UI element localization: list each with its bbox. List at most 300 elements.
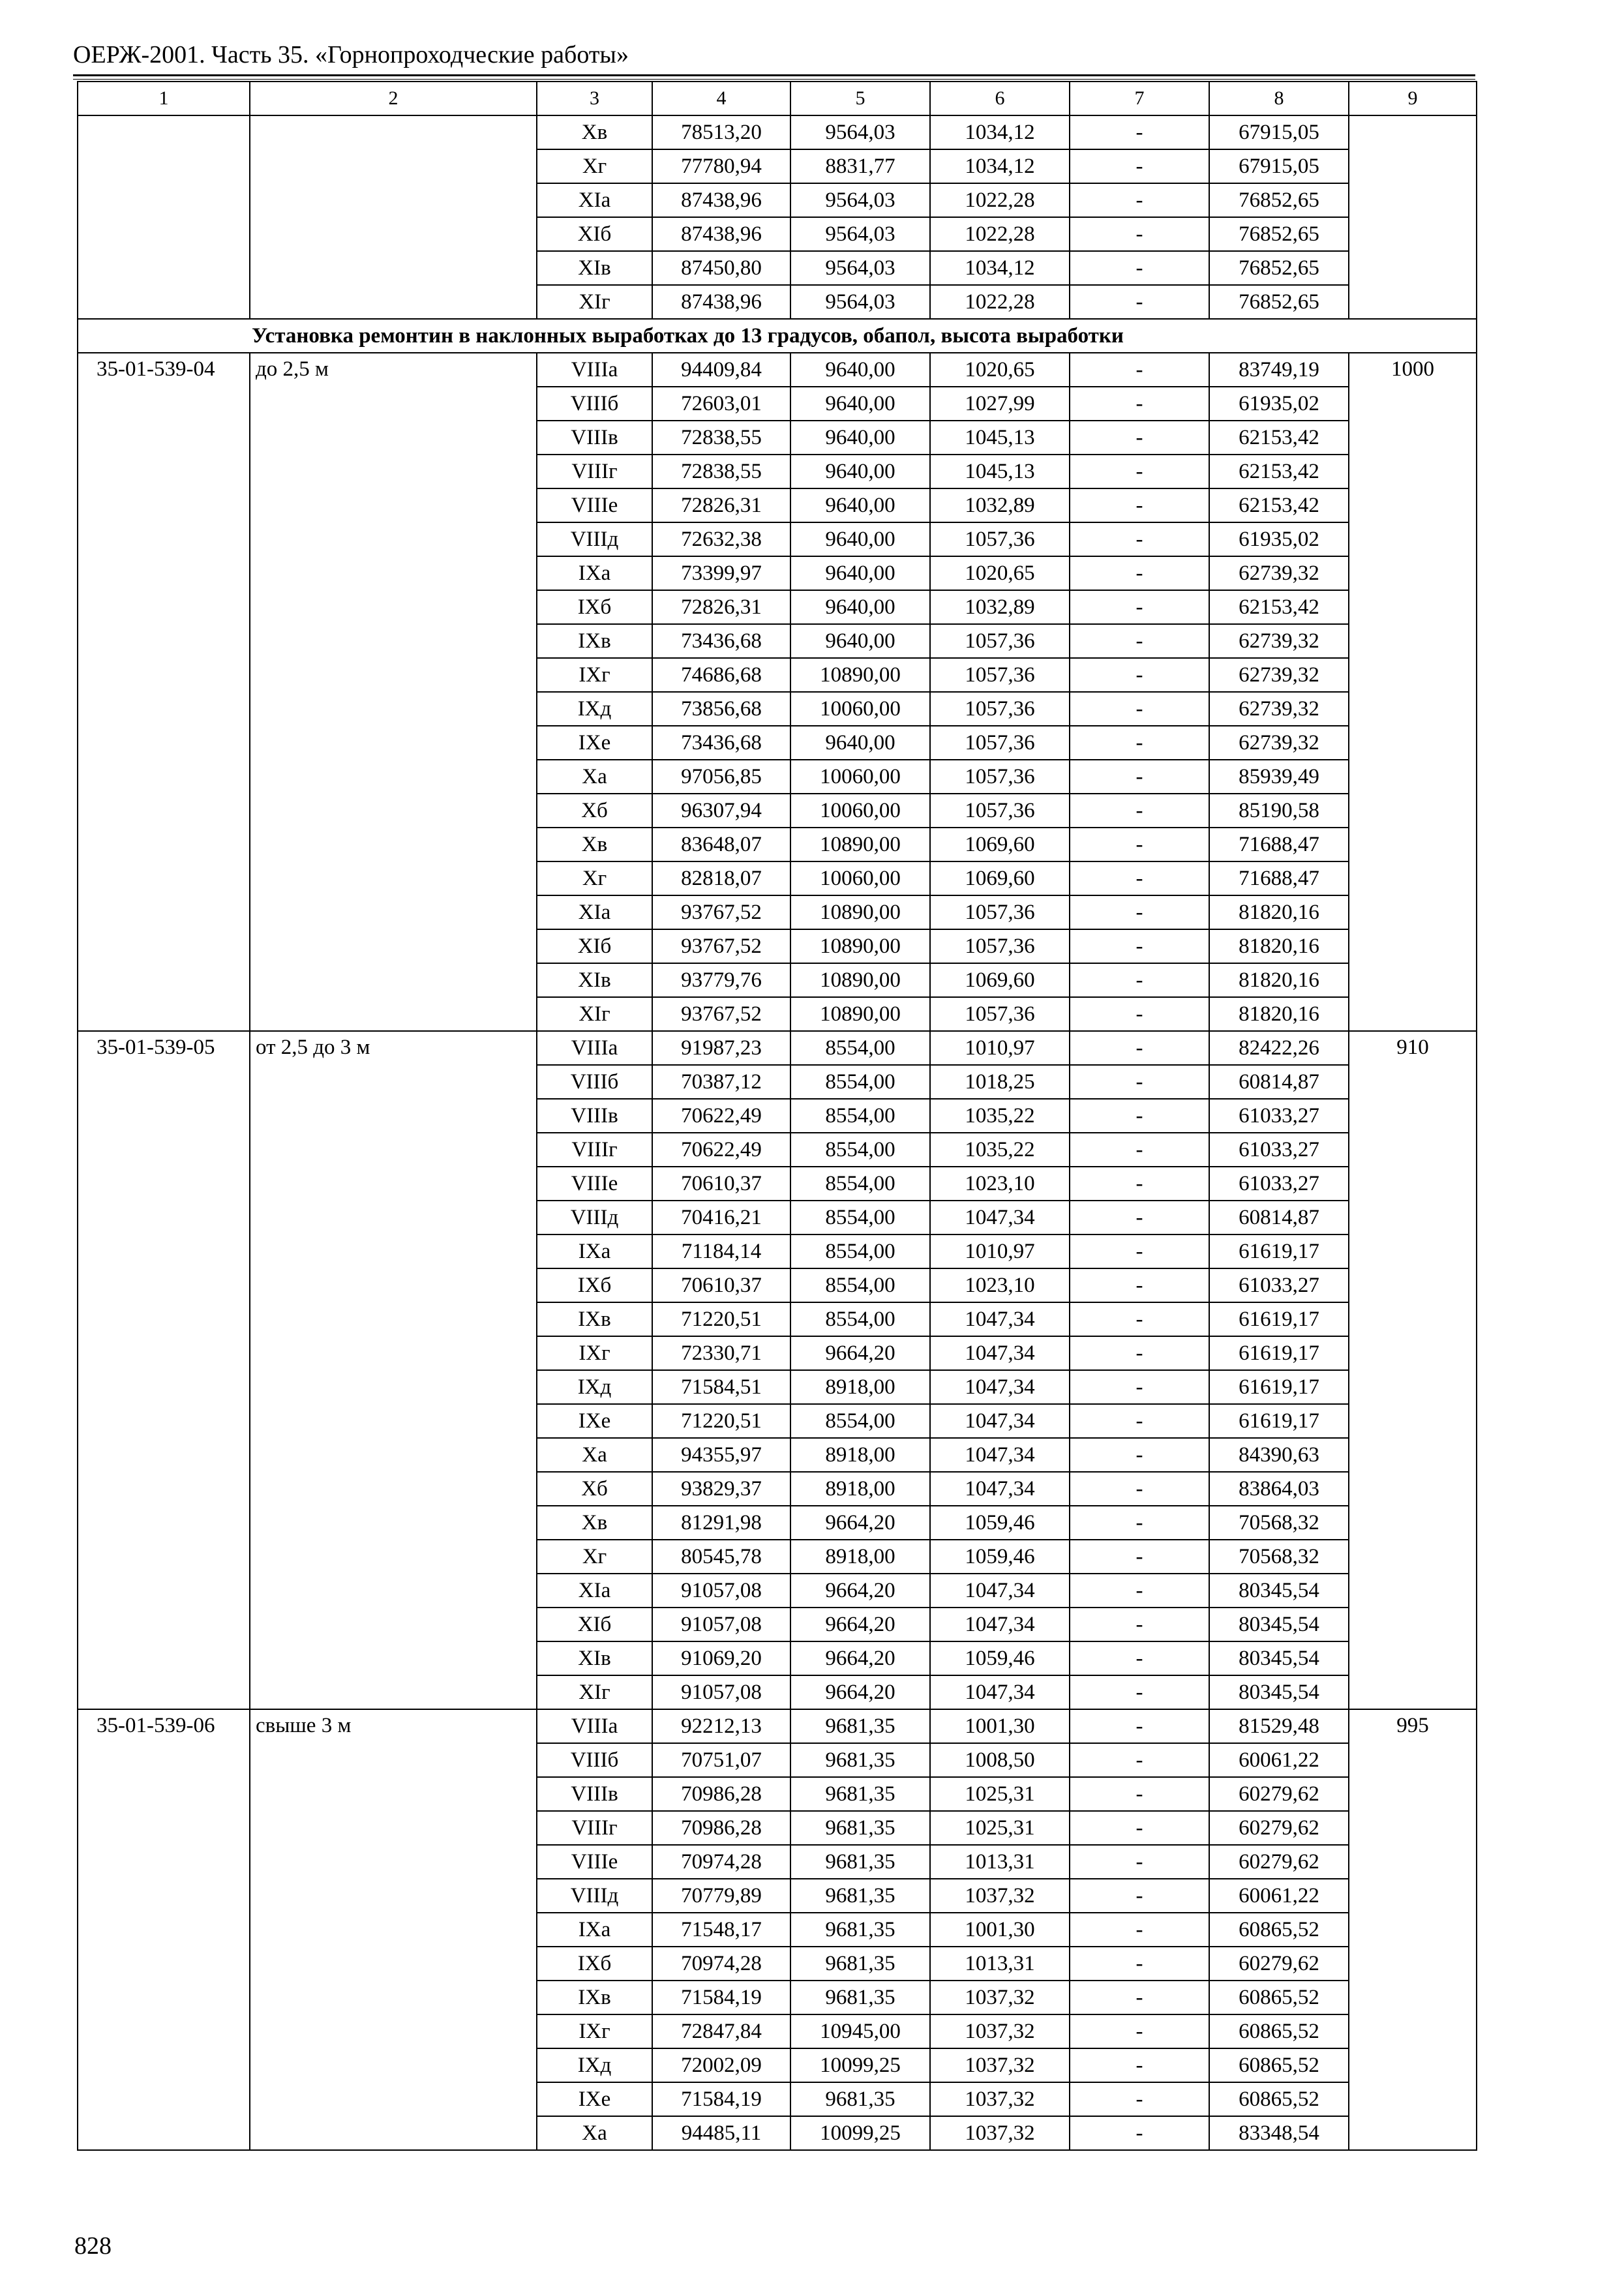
cell-col-4: 70610,37 <box>652 1167 790 1201</box>
cell-col-7: - <box>1070 590 1209 624</box>
cell-col-6: 1022,28 <box>930 217 1070 251</box>
cell-col-8: 62739,32 <box>1209 726 1349 760</box>
cell-col-3: VIIIб <box>537 387 652 421</box>
cell-col-5: 9681,35 <box>790 1709 930 1743</box>
cell-col-4: 78513,20 <box>652 115 790 149</box>
cell-col-7: - <box>1070 997 1209 1031</box>
cell-col-3: VIIIе <box>537 488 652 522</box>
cell-col-8: 67915,05 <box>1209 149 1349 183</box>
cell-col-7: - <box>1070 1540 1209 1574</box>
cell-col-5: 8554,00 <box>790 1268 930 1302</box>
cell-col-8: 60061,22 <box>1209 1743 1349 1777</box>
cell-col-4: 70416,21 <box>652 1201 790 1234</box>
cell-col-4: 83648,07 <box>652 828 790 861</box>
cell-col-8: 76852,65 <box>1209 183 1349 217</box>
cell-col-4: 91057,08 <box>652 1675 790 1709</box>
cell-col-4: 94485,11 <box>652 2116 790 2150</box>
cell-col-8: 61619,17 <box>1209 1336 1349 1370</box>
cell-col-5: 8554,00 <box>790 1167 930 1201</box>
cell-col-8: 61033,27 <box>1209 1268 1349 1302</box>
cell-col-6: 1059,46 <box>930 1540 1070 1574</box>
cell-col-5: 10060,00 <box>790 794 930 828</box>
cell-col-4: 70387,12 <box>652 1065 790 1099</box>
cell-col-5: 10890,00 <box>790 895 930 929</box>
column-number: 8 <box>1209 82 1349 115</box>
cell-col-6: 1047,34 <box>930 1370 1070 1404</box>
cell-col-3: Xа <box>537 2116 652 2150</box>
cell-col-6: 1035,22 <box>930 1133 1070 1167</box>
cell-col-5: 8554,00 <box>790 1065 930 1099</box>
cell-col-3: VIIIв <box>537 1777 652 1811</box>
cell-col-3: VIIIг <box>537 1133 652 1167</box>
cell-col-5: 8554,00 <box>790 1302 930 1336</box>
cell-col-4: 94355,97 <box>652 1438 790 1472</box>
cell-col-5: 10890,00 <box>790 658 930 692</box>
cell-col-4: 72838,55 <box>652 455 790 488</box>
cell-col-8: 62153,42 <box>1209 455 1349 488</box>
cell-col-8: 70568,32 <box>1209 1506 1349 1540</box>
cell-col-4: 72330,71 <box>652 1336 790 1370</box>
cell-col-4: 71220,51 <box>652 1404 790 1438</box>
cell-col-6: 1047,34 <box>930 1438 1070 1472</box>
cell-col-6: 1001,30 <box>930 1709 1070 1743</box>
column-number: 7 <box>1070 82 1209 115</box>
cell-col-3: VIIIв <box>537 1099 652 1133</box>
cell-col-6: 1025,31 <box>930 1811 1070 1845</box>
cell-col-5: 10060,00 <box>790 861 930 895</box>
cell-col-4: 93767,52 <box>652 997 790 1031</box>
cell-col-4: 93767,52 <box>652 929 790 963</box>
cell-col-6: 1022,28 <box>930 285 1070 319</box>
cell-col-8: 83348,54 <box>1209 2116 1349 2150</box>
cell-col-8: 60279,62 <box>1209 1947 1349 1981</box>
cell-col-7: - <box>1070 1438 1209 1472</box>
cell-col-6: 1057,36 <box>930 624 1070 658</box>
cell-col-5: 9640,00 <box>790 387 930 421</box>
table-row <box>78 1031 1477 1065</box>
cell-col-7: - <box>1070 692 1209 726</box>
cell-col-7: - <box>1070 1743 1209 1777</box>
description-cell: от 2,5 до 3 м <box>250 1031 537 1709</box>
cell-col-6: 1022,28 <box>930 183 1070 217</box>
rate-cell: 910 <box>1349 1031 1477 1709</box>
cell-col-3: VIIIг <box>537 455 652 488</box>
cell-col-5: 9640,00 <box>790 455 930 488</box>
column-number: 4 <box>652 82 790 115</box>
column-number: 5 <box>790 82 930 115</box>
cell-col-6: 1059,46 <box>930 1641 1070 1675</box>
cell-col-7: - <box>1070 726 1209 760</box>
rate-cell: 995 <box>1349 1709 1477 2150</box>
cell-col-8: 60279,62 <box>1209 1777 1349 1811</box>
column-number: 6 <box>930 82 1070 115</box>
cell-col-7: - <box>1070 1811 1209 1845</box>
column-number-row <box>78 82 1477 115</box>
cell-col-8: 60279,62 <box>1209 1845 1349 1879</box>
cell-col-4: 70974,28 <box>652 1845 790 1879</box>
cell-col-8: 60814,87 <box>1209 1201 1349 1234</box>
page-number: 828 <box>74 2232 112 2260</box>
header-rule <box>73 74 1475 80</box>
cell-col-6: 1047,34 <box>930 1472 1070 1506</box>
cell-col-7: - <box>1070 1709 1209 1743</box>
cell-col-6: 1020,65 <box>930 353 1070 387</box>
cell-col-3: XIв <box>537 251 652 285</box>
cell-col-7: - <box>1070 828 1209 861</box>
cell-col-4: 73436,68 <box>652 726 790 760</box>
cell-col-5: 9564,03 <box>790 285 930 319</box>
cell-col-6: 1008,50 <box>930 1743 1070 1777</box>
cell-col-4: 72826,31 <box>652 488 790 522</box>
cell-col-3: Xб <box>537 794 652 828</box>
cell-col-3: VIIIб <box>537 1743 652 1777</box>
cell-col-3: XIа <box>537 1574 652 1608</box>
cell-col-4: 70622,49 <box>652 1099 790 1133</box>
cell-col-6: 1035,22 <box>930 1099 1070 1133</box>
cell-col-5: 9564,03 <box>790 217 930 251</box>
cell-col-7: - <box>1070 1234 1209 1268</box>
cell-col-6: 1057,36 <box>930 658 1070 692</box>
cell-col-6: 1027,99 <box>930 387 1070 421</box>
rates-table <box>77 81 1477 2151</box>
cell-col-7: - <box>1070 963 1209 997</box>
cell-col-3: IXд <box>537 2048 652 2082</box>
cell-col-5: 8918,00 <box>790 1540 930 1574</box>
cell-col-3: VIIIа <box>537 353 652 387</box>
cell-col-7: - <box>1070 522 1209 556</box>
cell-col-4: 72826,31 <box>652 590 790 624</box>
cell-col-6: 1057,36 <box>930 929 1070 963</box>
cell-col-8: 61033,27 <box>1209 1133 1349 1167</box>
cell-col-6: 1057,36 <box>930 997 1070 1031</box>
cell-col-4: 93779,76 <box>652 963 790 997</box>
cell-col-5: 10890,00 <box>790 828 930 861</box>
cell-col-4: 94409,84 <box>652 353 790 387</box>
cell-col-8: 62739,32 <box>1209 692 1349 726</box>
cell-col-3: IXб <box>537 1947 652 1981</box>
cell-col-6: 1025,31 <box>930 1777 1070 1811</box>
cell-col-8: 85190,58 <box>1209 794 1349 828</box>
cell-col-4: 91057,08 <box>652 1608 790 1641</box>
cell-col-3: Xг <box>537 861 652 895</box>
cell-col-3: Xв <box>537 828 652 861</box>
cell-col-3: Xг <box>537 1540 652 1574</box>
cell-col-3: XIб <box>537 929 652 963</box>
cell-col-4: 87438,96 <box>652 285 790 319</box>
column-number: 3 <box>537 82 652 115</box>
cell-col-5: 9664,20 <box>790 1641 930 1675</box>
cell-col-8: 60865,52 <box>1209 2082 1349 2116</box>
cell-col-4: 71584,19 <box>652 2082 790 2116</box>
cell-col-4: 87438,96 <box>652 217 790 251</box>
cell-col-6: 1057,36 <box>930 726 1070 760</box>
cell-col-8: 81820,16 <box>1209 929 1349 963</box>
cell-col-8: 81820,16 <box>1209 997 1349 1031</box>
cell-col-3: IXг <box>537 2014 652 2048</box>
cell-col-3: IXв <box>537 1981 652 2014</box>
cell-col-7: - <box>1070 285 1209 319</box>
cell-col-4: 71584,19 <box>652 1981 790 2014</box>
cell-col-3: IXа <box>537 1913 652 1947</box>
cell-col-5: 9681,35 <box>790 1947 930 1981</box>
cell-col-5: 9640,00 <box>790 522 930 556</box>
cell-col-7: - <box>1070 387 1209 421</box>
cell-col-3: XIг <box>537 997 652 1031</box>
table-row <box>78 1709 1477 1743</box>
cell-col-4: 91069,20 <box>652 1641 790 1675</box>
cell-col-4: 93829,37 <box>652 1472 790 1506</box>
cell-col-8: 60865,52 <box>1209 2048 1349 2082</box>
cell-col-3: IXе <box>537 2082 652 2116</box>
cell-col-7: - <box>1070 217 1209 251</box>
cell-col-4: 74686,68 <box>652 658 790 692</box>
cell-col-6: 1037,32 <box>930 2014 1070 2048</box>
cell-col-4: 91987,23 <box>652 1031 790 1065</box>
cell-col-4: 72002,09 <box>652 2048 790 2082</box>
cell-col-8: 60865,52 <box>1209 2014 1349 2048</box>
cell-col-8: 62153,42 <box>1209 488 1349 522</box>
cell-col-8: 62739,32 <box>1209 658 1349 692</box>
cell-col-8: 62739,32 <box>1209 556 1349 590</box>
cell-col-5: 9664,20 <box>790 1336 930 1370</box>
cell-col-6: 1047,34 <box>930 1404 1070 1438</box>
cell-col-6: 1023,10 <box>930 1167 1070 1201</box>
cell-col-7: - <box>1070 353 1209 387</box>
description-cell: свыше 3 м <box>250 1709 537 2150</box>
cell-col-5: 10060,00 <box>790 692 930 726</box>
cell-col-5: 9681,35 <box>790 1845 930 1879</box>
cell-col-5: 9681,35 <box>790 1913 930 1947</box>
cell-col-6: 1069,60 <box>930 861 1070 895</box>
cell-col-5: 9681,35 <box>790 1981 930 2014</box>
cell-col-5: 9640,00 <box>790 726 930 760</box>
cell-col-5: 9640,00 <box>790 590 930 624</box>
cell-col-8: 80345,54 <box>1209 1641 1349 1675</box>
cell-col-3: IXе <box>537 726 652 760</box>
cell-col-7: - <box>1070 2082 1209 2116</box>
cell-col-3: VIIIе <box>537 1167 652 1201</box>
cell-col-3: IXв <box>537 1302 652 1336</box>
cell-col-7: - <box>1070 1641 1209 1675</box>
cell-col-7: - <box>1070 556 1209 590</box>
section-row <box>78 319 1477 353</box>
cell-col-8: 76852,65 <box>1209 285 1349 319</box>
cell-col-5: 10060,00 <box>790 760 930 794</box>
cell-col-3: IXе <box>537 1404 652 1438</box>
cell-col-6: 1059,46 <box>930 1506 1070 1540</box>
cell-col-3: VIIIб <box>537 1065 652 1099</box>
cell-col-4: 77780,94 <box>652 149 790 183</box>
cell-col-8: 80345,54 <box>1209 1574 1349 1608</box>
cell-col-6: 1045,13 <box>930 421 1070 455</box>
cell-col-8: 71688,47 <box>1209 828 1349 861</box>
cell-col-5: 9664,20 <box>790 1675 930 1709</box>
cell-col-5: 8554,00 <box>790 1234 930 1268</box>
cell-col-6: 1057,36 <box>930 522 1070 556</box>
cell-col-7: - <box>1070 2116 1209 2150</box>
cell-col-4: 72632,38 <box>652 522 790 556</box>
cell-col-8: 82422,26 <box>1209 1031 1349 1065</box>
code-cell <box>78 115 250 319</box>
cell-col-5: 9681,35 <box>790 1743 930 1777</box>
cell-col-8: 76852,65 <box>1209 251 1349 285</box>
cell-col-5: 8918,00 <box>790 1370 930 1404</box>
cell-col-6: 1047,34 <box>930 1302 1070 1336</box>
cell-col-7: - <box>1070 1031 1209 1065</box>
cell-col-6: 1034,12 <box>930 149 1070 183</box>
running-header: ОЕРЖ-2001. Часть 35. «Горнопроходческие работы» <box>73 41 629 68</box>
cell-col-4: 70751,07 <box>652 1743 790 1777</box>
cell-col-4: 70610,37 <box>652 1268 790 1302</box>
column-number: 1 <box>78 82 250 115</box>
cell-col-3: XIа <box>537 183 652 217</box>
cell-col-3: XIв <box>537 963 652 997</box>
cell-col-8: 60865,52 <box>1209 1913 1349 1947</box>
column-number: 9 <box>1349 82 1477 115</box>
cell-col-6: 1018,25 <box>930 1065 1070 1099</box>
cell-col-8: 81529,48 <box>1209 1709 1349 1743</box>
cell-col-4: 80545,78 <box>652 1540 790 1574</box>
cell-col-7: - <box>1070 455 1209 488</box>
cell-col-8: 62739,32 <box>1209 624 1349 658</box>
cell-col-5: 8831,77 <box>790 149 930 183</box>
cell-col-8: 60279,62 <box>1209 1811 1349 1845</box>
cell-col-8: 83864,03 <box>1209 1472 1349 1506</box>
cell-col-3: XIг <box>537 1675 652 1709</box>
cell-col-6: 1069,60 <box>930 963 1070 997</box>
cell-col-6: 1013,31 <box>930 1947 1070 1981</box>
cell-col-3: XIа <box>537 895 652 929</box>
cell-col-6: 1032,89 <box>930 590 1070 624</box>
cell-col-6: 1047,34 <box>930 1675 1070 1709</box>
cell-col-7: - <box>1070 251 1209 285</box>
cell-col-3: Xа <box>537 1438 652 1472</box>
cell-col-8: 61619,17 <box>1209 1370 1349 1404</box>
cell-col-7: - <box>1070 1370 1209 1404</box>
cell-col-6: 1057,36 <box>930 692 1070 726</box>
cell-col-5: 9640,00 <box>790 421 930 455</box>
cell-col-5: 10099,25 <box>790 2048 930 2082</box>
cell-col-6: 1047,34 <box>930 1336 1070 1370</box>
cell-col-5: 10890,00 <box>790 963 930 997</box>
cell-col-4: 72838,55 <box>652 421 790 455</box>
cell-col-7: - <box>1070 1608 1209 1641</box>
cell-col-6: 1020,65 <box>930 556 1070 590</box>
cell-col-7: - <box>1070 1845 1209 1879</box>
cell-col-4: 70974,28 <box>652 1947 790 1981</box>
cell-col-3: XIг <box>537 285 652 319</box>
table-row <box>78 115 1477 149</box>
cell-col-7: - <box>1070 794 1209 828</box>
cell-col-6: 1010,97 <box>930 1234 1070 1268</box>
cell-col-4: 92212,13 <box>652 1709 790 1743</box>
cell-col-6: 1037,32 <box>930 2082 1070 2116</box>
cell-col-3: Xа <box>537 760 652 794</box>
cell-col-5: 9664,20 <box>790 1608 930 1641</box>
cell-col-6: 1057,36 <box>930 895 1070 929</box>
cell-col-6: 1032,89 <box>930 488 1070 522</box>
cell-col-7: - <box>1070 149 1209 183</box>
cell-col-8: 61935,02 <box>1209 522 1349 556</box>
cell-col-4: 73436,68 <box>652 624 790 658</box>
cell-col-7: - <box>1070 1268 1209 1302</box>
cell-col-6: 1069,60 <box>930 828 1070 861</box>
cell-col-7: - <box>1070 760 1209 794</box>
cell-col-4: 82818,07 <box>652 861 790 895</box>
cell-col-3: IXд <box>537 1370 652 1404</box>
cell-col-3: VIIIд <box>537 1201 652 1234</box>
cell-col-5: 9681,35 <box>790 1777 930 1811</box>
code-cell: 35-01-539-04 <box>78 353 250 1031</box>
cell-col-8: 85939,49 <box>1209 760 1349 794</box>
cell-col-5: 9640,00 <box>790 556 930 590</box>
cell-col-7: - <box>1070 1777 1209 1811</box>
cell-col-3: IXб <box>537 590 652 624</box>
cell-col-7: - <box>1070 929 1209 963</box>
cell-col-3: IXв <box>537 624 652 658</box>
cell-col-3: XIб <box>537 1608 652 1641</box>
cell-col-6: 1010,97 <box>930 1031 1070 1065</box>
cell-col-6: 1047,34 <box>930 1608 1070 1641</box>
table-row <box>78 353 1477 387</box>
column-number: 2 <box>250 82 537 115</box>
cell-col-7: - <box>1070 115 1209 149</box>
cell-col-3: VIIIа <box>537 1709 652 1743</box>
cell-col-5: 9564,03 <box>790 183 930 217</box>
cell-col-4: 70986,28 <box>652 1811 790 1845</box>
cell-col-4: 72847,84 <box>652 2014 790 2048</box>
cell-col-5: 8554,00 <box>790 1404 930 1438</box>
cell-col-7: - <box>1070 1675 1209 1709</box>
cell-col-5: 9564,03 <box>790 115 930 149</box>
cell-col-3: VIIIд <box>537 522 652 556</box>
cell-col-7: - <box>1070 1336 1209 1370</box>
cell-col-3: VIIIа <box>537 1031 652 1065</box>
cell-col-7: - <box>1070 624 1209 658</box>
cell-col-8: 60865,52 <box>1209 1981 1349 2014</box>
cell-col-3: XIв <box>537 1641 652 1675</box>
cell-col-7: - <box>1070 1167 1209 1201</box>
cell-col-5: 9681,35 <box>790 1879 930 1913</box>
cell-col-5: 9564,03 <box>790 251 930 285</box>
cell-col-4: 71184,14 <box>652 1234 790 1268</box>
cell-col-4: 71220,51 <box>652 1302 790 1336</box>
cell-col-7: - <box>1070 1879 1209 1913</box>
cell-col-8: 60061,22 <box>1209 1879 1349 1913</box>
rate-cell: 1000 <box>1349 353 1477 1031</box>
cell-col-6: 1057,36 <box>930 794 1070 828</box>
cell-col-7: - <box>1070 1574 1209 1608</box>
section-title: Установка ремонтин в наклонных выработках до 13 градусов, обапол, высота выработки <box>78 319 1477 353</box>
cell-col-7: - <box>1070 895 1209 929</box>
cell-col-5: 9681,35 <box>790 1811 930 1845</box>
cell-col-3: Xб <box>537 1472 652 1506</box>
cell-col-3: VIIIе <box>537 1845 652 1879</box>
cell-col-3: IXб <box>537 1268 652 1302</box>
cell-col-5: 8554,00 <box>790 1031 930 1065</box>
cell-col-5: 8554,00 <box>790 1201 930 1234</box>
cell-col-7: - <box>1070 1472 1209 1506</box>
cell-col-4: 87438,96 <box>652 183 790 217</box>
cell-col-7: - <box>1070 183 1209 217</box>
cell-col-4: 93767,52 <box>652 895 790 929</box>
cell-col-3: Xв <box>537 1506 652 1540</box>
cell-col-6: 1045,13 <box>930 455 1070 488</box>
cell-col-4: 91057,08 <box>652 1574 790 1608</box>
cell-col-8: 60814,87 <box>1209 1065 1349 1099</box>
cell-col-8: 80345,54 <box>1209 1675 1349 1709</box>
cell-col-5: 9664,20 <box>790 1574 930 1608</box>
